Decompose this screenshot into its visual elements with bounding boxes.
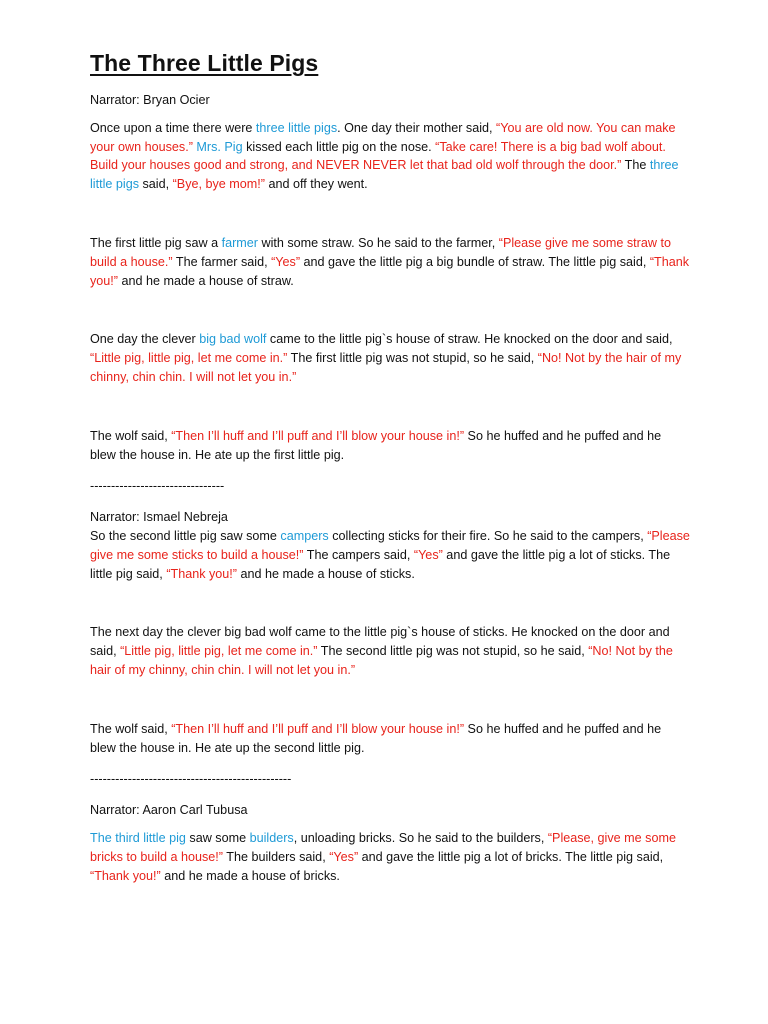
dialogue-quote: “Please give me some straw to build a house.” [90,235,671,269]
story-paragraph [90,720,690,758]
narration-text: and he made a house of sticks. [237,566,415,581]
narration-text: and gave the little pig a big bundle of straw. The little pig said, [300,254,650,269]
narration-text: The campers said, [303,547,414,562]
story-paragraph [90,427,690,465]
narration-text: The farmer said, [172,254,272,269]
dialogue-quote: “Thank you!” [90,868,161,883]
narration-text: The wolf said, [90,721,172,736]
narrator-line: Narrator: Ismael Nebreja [90,510,228,525]
narration-text: and he made a house of straw. [118,273,294,288]
story-paragraph [90,119,690,194]
narration-text: and off they went. [264,177,368,192]
character-name: three little pigs [90,158,679,192]
page-title: The Three Little Pigs [90,50,319,76]
character-name: farmer [221,235,258,250]
dialogue-quote: “Thank you!” [90,254,690,288]
narrator-line: Narrator: Aaron Carl Tubusa [90,803,248,818]
narration-text: . One day their mother said, [337,120,497,135]
dialogue-quote: “You are old now. You can make your own houses.” [90,120,676,154]
narration-text: One day the clever [90,332,200,347]
narration-text: The builders said, [223,849,330,864]
narration-text: The [621,158,650,173]
story-paragraph [90,234,690,290]
narration-text: collecting sticks for their fire. So he said to the campers, [328,528,648,543]
document-body [90,50,690,898]
dialogue-quote: “Take care! There is a big bad wolf about. Build your houses good and strong, and NEVER NEVER let that bad old wolf through the door.” [90,139,666,173]
dialogue-quote: “Yes” [329,849,359,864]
narration-text: , unloading bricks. So he said to the builders, [293,830,548,845]
story-paragraph [90,829,690,885]
character-name: three little pigs [255,120,338,135]
character-name: The third little pig [90,830,186,845]
character-name: builders [249,830,294,845]
narration-text: The wolf said, [90,428,172,443]
narration-text: saw some [185,830,250,845]
section-divider: ------------------------------------------------ [90,772,292,787]
dialogue-quote: “Little pig, little pig, let me come in.” [90,351,288,366]
story-paragraph [90,527,690,583]
narration-text: Once upon a time there were [90,120,256,135]
narration-text: The next day the clever big bad wolf came to the little pig`s house of sticks. He knocked on the door and said, [90,625,670,659]
dialogue-quote: “Thank you!” [166,566,238,581]
story-paragraph [90,623,690,679]
dialogue-quote: “Then I’ll huff and I’ll puff and I’ll blow your house in!” [171,721,465,736]
character-name: Mrs. Pig [196,139,243,154]
narration-text: with some straw. So he said to the farmer, [257,235,499,250]
dialogue-quote: “Then I’ll huff and I’ll puff and I’ll blow your house in!” [171,428,465,443]
narration-text: came to the little pig`s house of straw. He knocked on the door and said, [266,332,673,347]
dialogue-quote: “No! Not by the hair of my chinny, chin chin. I will not let you in.” [90,351,682,384]
dialogue-quote: “Please, give me some bricks to build a house!” [90,830,676,864]
dialogue-quote: “Please give me some sticks to build a house!” [90,528,690,562]
narration-text: The first little pig was not stupid, so he said, [287,351,538,366]
character-name: big bad wolf [199,332,267,347]
narration-text: So the second little pig saw some [90,528,281,543]
narration-text: and gave the little pig a lot of bricks. The little pig said, [358,849,664,864]
narration-text: and gave the little pig a lot of sticks. The little pig said, [90,547,671,581]
dialogue-quote: “Yes” [413,547,443,562]
section-divider: -------------------------------- [90,479,225,494]
dialogue-quote: “No! Not by the hair of my chinny, chin chin. I will not let you in.” [90,644,673,677]
dialogue-quote: “Yes” [271,254,301,269]
story-paragraph [90,330,690,386]
narrator-line: Narrator: Bryan Ocier [90,93,210,107]
narration-text: The second little pig was not stupid, so he said, [317,644,589,659]
narration-text: So he huffed and he puffed and he blew the house in. He ate up the second little pig. [90,721,662,755]
narration-text: and he made a house of bricks. [160,868,340,883]
dialogue-quote: “Little pig, little pig, let me come in.” [120,644,318,659]
narration-text: kissed each little pig on the nose. [242,139,436,154]
narration-text: said, [139,177,173,192]
character-name: campers [280,528,329,543]
narration-text: So he huffed and he puffed and he blew the house in. He ate up the first little pig. [90,428,662,462]
narration-text: The first little pig saw a [90,235,222,250]
dialogue-quote: “Bye, bye mom!” [172,177,265,192]
